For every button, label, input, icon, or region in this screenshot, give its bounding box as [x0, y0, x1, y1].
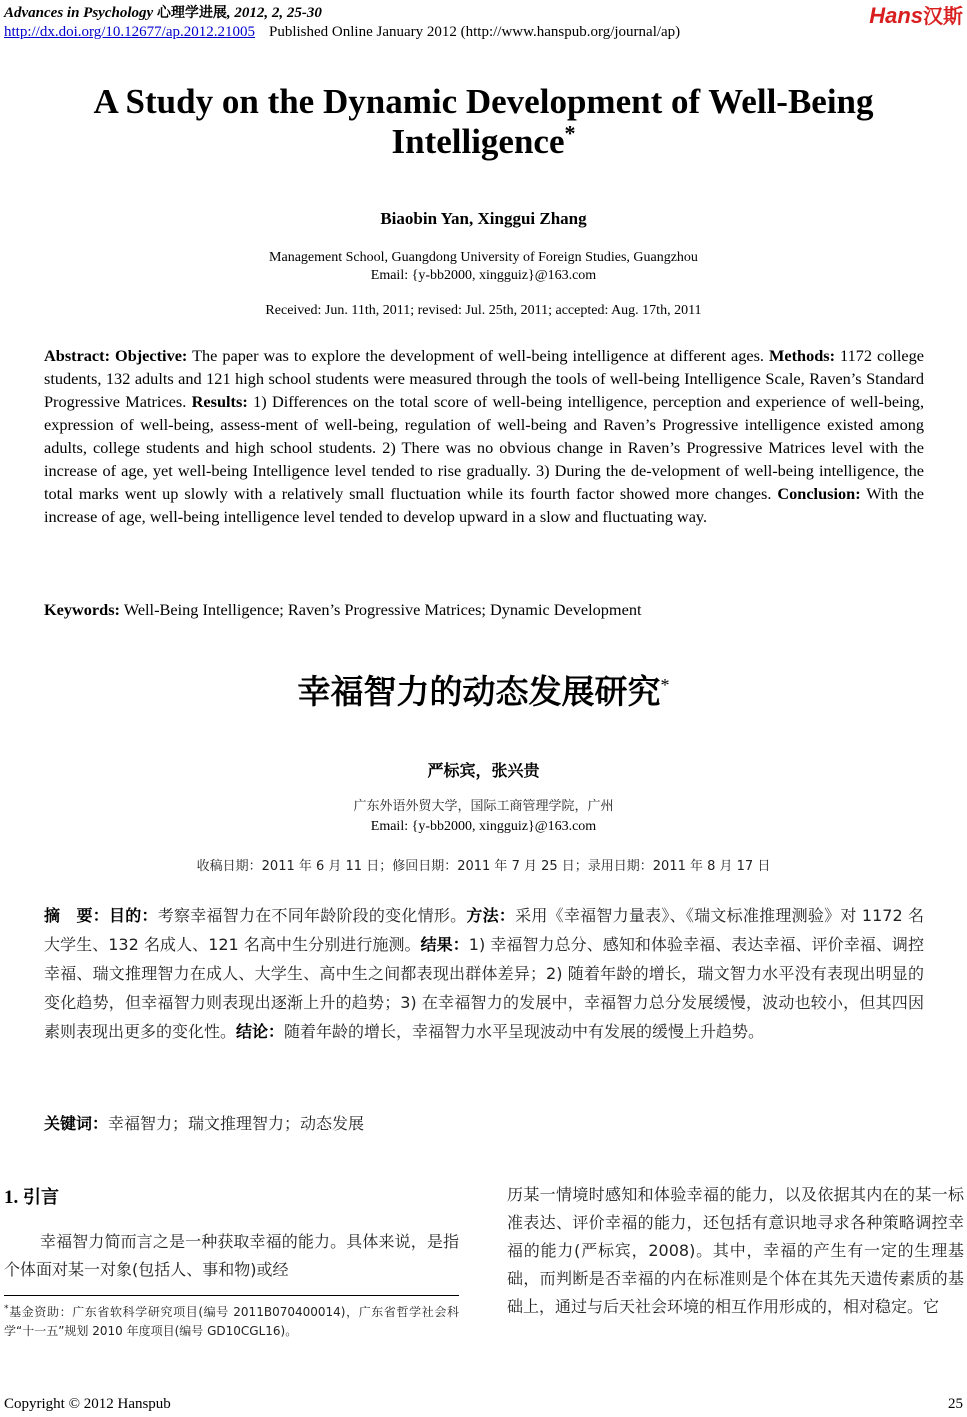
keywords-cn: 关键词：幸福智力；瑞文推理智力；动态发展 — [44, 1114, 365, 1133]
logo-text-en: Hans — [869, 3, 923, 28]
keywords-en: Keywords: Well-Being Intelligence; Raven’s Progressive Matrices; Dynamic Development — [44, 600, 642, 619]
journal-issue: , 2012, 2, 25-30 — [226, 5, 322, 21]
authors-en: Biaobin Yan, Xinggui Zhang — [380, 209, 587, 228]
page-number: 25 — [948, 1396, 963, 1412]
body-text-right: 历某一情境时感知和体验幸福的能力，以及依据其内在的某一标准表达、评价幸福的能力，还包括有意识地寻求各种策略调控幸福的能力(严标宾，2008)。其中，幸福的产生有一定的生理基础，而判断是否幸福的内在标准则是个体在其先天遗传素质的基础上，通过与后天社会环境的相互作用形成的，相对稳定。它 — [507, 1185, 964, 1316]
affiliation-en — [40, 249, 927, 285]
title-line-1: A Study on the Dynamic Development of Well-Being — [93, 82, 874, 121]
email-en: Email: {y-bb2000, xingguiz}@163.com — [370, 268, 597, 283]
authors-cn: 严标宾，张兴贵 — [427, 761, 540, 780]
footnote-divider — [4, 1295, 459, 1296]
doi-line — [4, 24, 680, 41]
title-line-2: Intelligence* — [391, 120, 576, 161]
affiliation-text: Management School, Guangdong University of Foreign Studies, Guangzhou — [269, 250, 698, 265]
footnote: *基金资助：广东省软科学研究项目(编号 2011B070400014)，广东省哲学社会科学“十一五”规划 2010 年度项目(编号 GD10CGL16)。 — [4, 1304, 459, 1338]
abstract-cn: 摘 要：目的：考察幸福智力在不同年龄阶段的变化情形。方法：采用《幸福智力量表》、《瑞文标准推理测验》对 1172 名大学生、132 名成人、121 名高中生分别进行施测。结果：1) 幸福智力总分、感知和体验幸福、表达幸福、评价幸福、调控幸福、瑞文推理智力在成人、大学生、高中生之间都表现出群体差异；2) 随着年龄的增长，瑞文智力水平没有表现出明显的变化趋势，但幸福智力则表现出逐渐上升的趋势；3) 在幸福智力的发展中，幸福智力总分发展缓慢，波动也较小，但其四因素则表现出更多的变化性。结论：随着年龄的增长，幸福智力水平呈现波动中有发展的缓慢上升趋势。 — [44, 906, 924, 1041]
published-online: Published Online January 2012 (http://www.hanspub.org/journal/ap) — [268, 24, 681, 40]
copyright: Copyright © 2012 Hanspub — [4, 1396, 171, 1412]
affiliation-cn-text: 广东外语外贸大学，国际工商管理学院，广州 — [353, 799, 614, 814]
doi-link[interactable]: http://dx.doi.org/10.12677/ap.2012.21005 — [4, 24, 255, 40]
affiliation-cn — [40, 797, 927, 837]
received-dates-cn: 收稿日期：2011 年 6 月 11 日；修回日期：2011 年 7 月 25 日；录用日期：2011 年 8 月 17 日 — [196, 859, 771, 874]
title-footnote-mark: * — [564, 120, 576, 146]
received-dates-en: Received: Jun. 11th, 2011; revised: Jul. 25th, 2011; accepted: Aug. 17th, 2011 — [265, 303, 702, 318]
paper-title-cn: 幸福智力的动态发展研究* — [297, 672, 670, 711]
journal-name: Advances in Psychology — [4, 5, 154, 21]
body-text-left: 幸福智力简而言之是一种获取幸福的能力。具体来说，是指个体面对某一对象(包括人、事和物)或经 — [4, 1232, 459, 1279]
section-heading: 1. 引言 — [4, 1187, 59, 1208]
paper-title-en — [40, 82, 927, 162]
journal-name-cn: 心理学进展 — [156, 5, 227, 21]
publisher-logo — [869, 0, 963, 29]
abstract-en: Abstract: Objective: The paper was to explore the development of well-being intelligence at different ages. Methods: 1172 college students, 132 adults and 121 high school students were measured through the tools of well-being Intelligence Scale, Raven’s Standard Progressive Matrices. Results: 1) Differences on the total score of well-being intelligence, perception and experience of well-being, expression of well-being, assess-ment of well-being, regulation of well-being and Raven’s Progressive intelligence existed among adults, college students and high school students. 2) There was no obvious change in Raven’s Progressive Matrices level with the increase of age, yet well-being Intelligence level tended to rise gradually. 3) During the de-velopment of well-being intelligence, the total marks went up slowly with a relatively small fluctuation while its fourth factor showed more changes. Conclusion: With the increase of age, well-being intelligence level tended to develop upward in a slow and fluctuating way. — [44, 346, 925, 526]
email-cn: Email: {y-bb2000, xingguiz}@163.com — [370, 819, 597, 834]
logo-text-cn: 汉斯 — [923, 4, 963, 28]
title-cn-footnote-mark: * — [660, 675, 670, 695]
journal-header — [4, 2, 322, 22]
